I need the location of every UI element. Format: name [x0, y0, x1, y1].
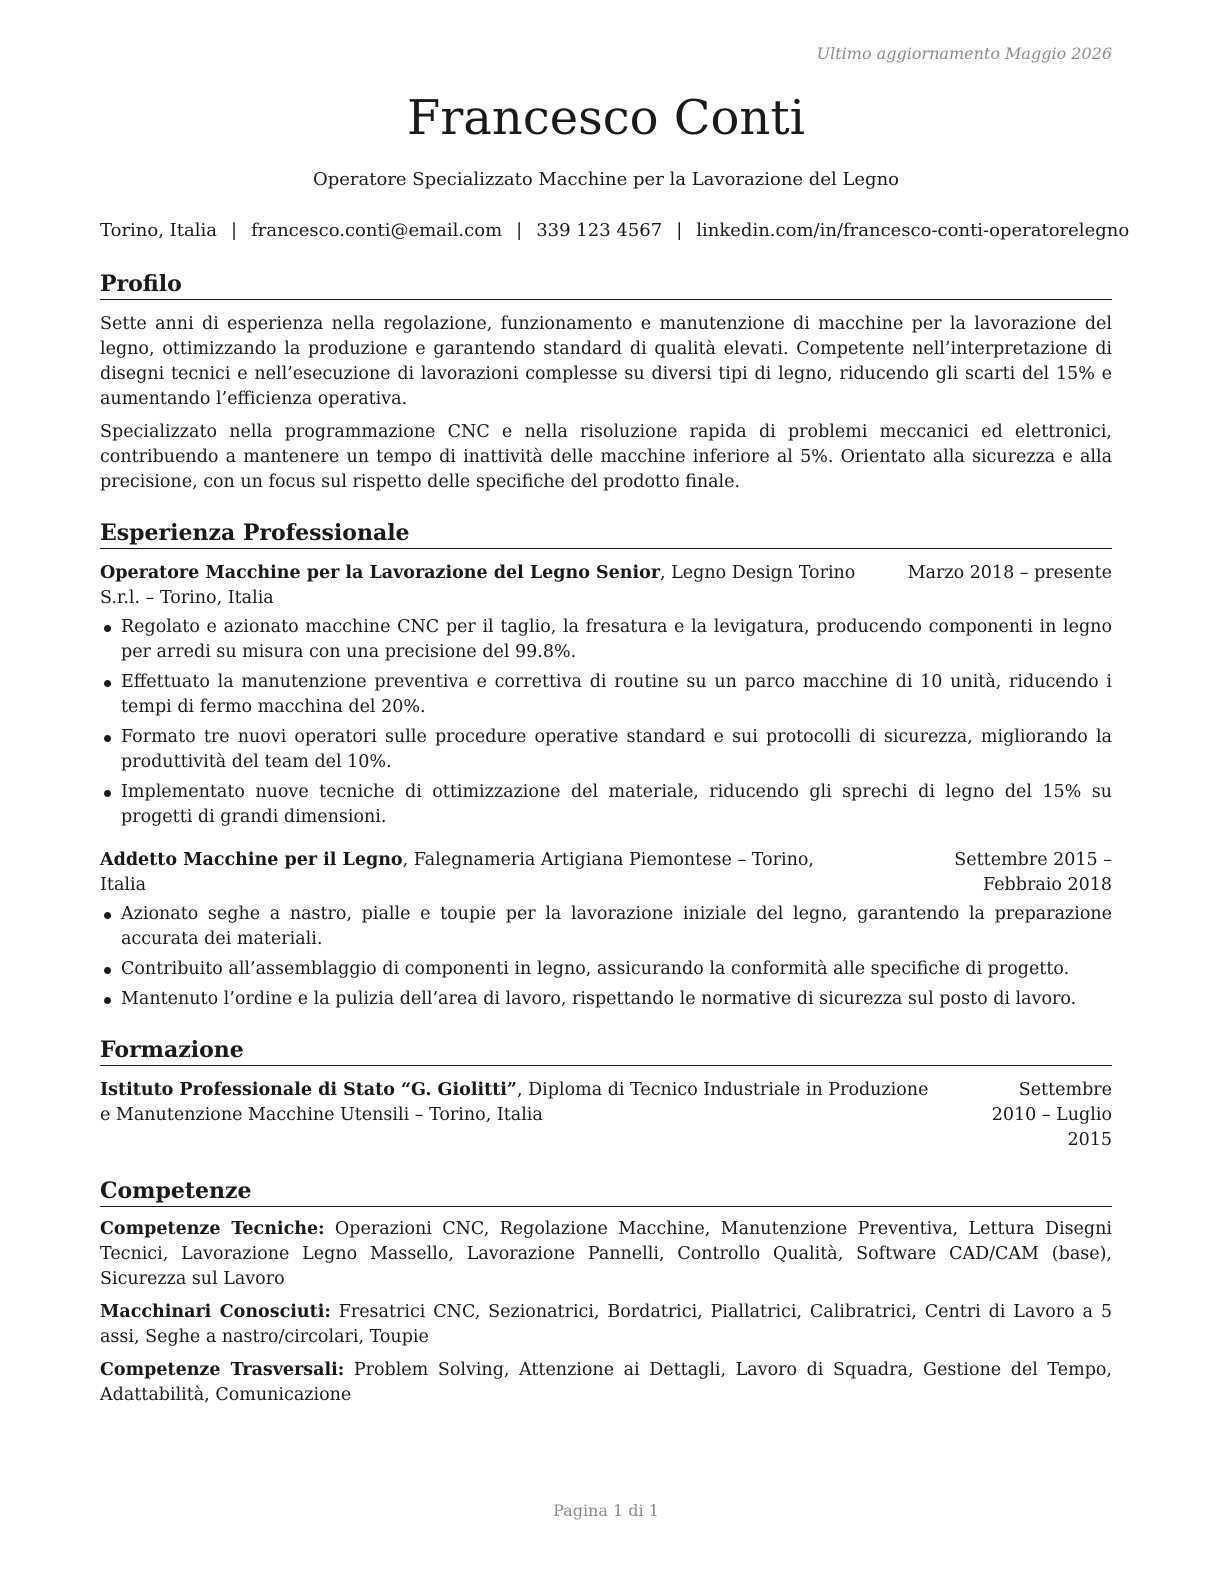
job-bullet: Azionato seghe a nastro, pialle e toupie per la lavorazione iniziale del legno, garantendo la preparazione accurata dei materiali.	[100, 902, 1112, 952]
skill-value: Operazioni CNC, Regolazione Macchine, Manutenzione Preventiva, Lettura Disegni Tecnici, Lavorazione Legno Massello, Lavorazione Pannelli, Controllo Qualità, Software CAD/CAM (base), Sicurezza sul Lavoro	[100, 1219, 1112, 1289]
contact-email[interactable]: francesco.conti@email.com	[251, 220, 503, 241]
job-header	[100, 848, 1112, 898]
job-header	[100, 561, 1112, 611]
contact-separator: |	[516, 220, 523, 241]
skill-group	[100, 1358, 1112, 1408]
skill-value: Problem Solving, Attenzione ai Dettagli, Lavoro di Squadra, Gestione del Tempo, Adattabilità, Comunicazione	[100, 1360, 1112, 1405]
job-bullet: Mantenuto l’ordine e la pulizia dell’area di lavoro, rispettando le normative di sicurezza sul posto di lavoro.	[100, 987, 1112, 1012]
contact-linkedin[interactable]: linkedin.com/in/francesco-conti-operatorelegno	[696, 220, 1130, 241]
job-entry	[100, 848, 1112, 1012]
job-bullet: Regolato e azionato macchine CNC per il taglio, la fresatura e la levigatura, producendo componenti in legno per arredi su misura con una precisione del 99.8%.	[100, 615, 1112, 665]
job-entry	[100, 561, 1112, 830]
education-line	[100, 1078, 972, 1153]
skill-group	[100, 1300, 1112, 1350]
profile-section	[100, 270, 1112, 495]
job-role: Addetto Macchine per il Legno	[100, 850, 403, 870]
job-bullet: Implementato nuove tecniche di ottimizzazione del materiale, riducendo gli sprechi di legno del 15% su progetti di grandi dimensioni.	[100, 780, 1112, 830]
job-bullets	[100, 615, 1112, 830]
skill-label: Competenze Trasversali:	[100, 1360, 345, 1380]
education-details: , Diploma di Tecnico Industriale in Produzione e Manutenzione Macchine Utensili – Torino, Italia	[100, 1080, 929, 1125]
job-dates: Marzo 2018 – presente	[907, 563, 1112, 583]
job-company: , Falegnameria Artigiana Piemontese – Torino, Italia	[100, 850, 814, 895]
contact-separator: |	[676, 220, 683, 241]
resume-body	[100, 270, 1112, 1408]
experience-section	[100, 519, 1112, 1012]
job-bullet: Formato tre nuovi operatori sulle procedure operative standard e sui protocolli di sicurezza, migliorando la produttività del team del 10%.	[100, 725, 1112, 775]
job-dates: Settembre 2015 – Febbraio 2018	[954, 850, 1112, 895]
profile-paragraph: Sette anni di esperienza nella regolazione, funzionamento e manutenzione di macchine per la lavorazione del legno, ottimizzando la produzione e garantendo standard di qualità elevati. Competente nell’interpretazione di disegni tecnici e nell’esecuzione di lavorazioni complesse su diversi tipi di legno, riducendo gli scarti del 15% e aumentando l’efficienza operativa.	[100, 314, 1112, 409]
skill-label: Macchinari Conosciuti:	[100, 1302, 331, 1322]
contact-phone[interactable]: 339 123 4567	[536, 220, 663, 241]
contact-line	[100, 219, 1130, 243]
section-title-experience: Esperienza Professionale	[100, 519, 1112, 549]
job-company: , Legno Design Torino S.r.l. – Torino, Italia	[100, 563, 856, 608]
job-bullets	[100, 902, 1112, 1012]
education-entry	[100, 1078, 1112, 1153]
job-bullet: Contribuito all’assemblaggio di componenti in legno, assicurando la conformità alle specifiche di progetto.	[100, 957, 1112, 982]
headline: Operatore Specializzato Macchine per la Lavorazione del Legno	[312, 169, 900, 190]
section-title-education: Formazione	[100, 1036, 1112, 1066]
profile-paragraph: Specializzato nella programmazione CNC e nella risoluzione rapida di problemi meccanici ed elettronici, contribuendo a mantenere un tempo di inattività delle macchine inferiore al 5%. Orientato alla sicurezza e alla precisione, con un focus sul rispetto delle specifiche del prodotto finale.	[100, 422, 1112, 492]
skill-value: Fresatrici CNC, Sezionatrici, Bordatrici, Piallatrici, Calibratrici, Centri di Lavoro a 5 assi, Seghe a nastro/circolari, Toupie	[100, 1302, 1113, 1347]
candidate-name: Francesco Conti	[407, 90, 805, 146]
page-footer: Pagina 1 di 1	[553, 1501, 659, 1520]
job-bullet: Effettuato la manutenzione preventiva e correttiva di routine su un parco macchine di 10 unità, riducendo i tempi di fermo macchina del 20%.	[100, 670, 1112, 720]
section-title-skills: Competenze	[100, 1177, 1112, 1207]
education-section	[100, 1036, 1112, 1153]
job-role: Operatore Macchine per la Lavorazione del Legno Senior	[100, 563, 661, 583]
skills-section	[100, 1177, 1112, 1408]
education-dates: Settembre 2010 – Luglio 2015	[991, 1080, 1112, 1150]
education-school: Istituto Professionale di Stato “G. Giolitti”	[100, 1080, 518, 1100]
last-updated: Ultimo aggiornamento Maggio 2026	[816, 44, 1112, 63]
job-title-line	[100, 561, 908, 611]
contact-location: Torino, Italia	[100, 220, 217, 241]
skill-group	[100, 1217, 1112, 1292]
section-title-profile: Profilo	[100, 270, 1112, 300]
contact-separator: |	[231, 220, 238, 241]
skill-label: Competenze Tecniche:	[100, 1219, 325, 1239]
job-title-line	[100, 848, 876, 898]
